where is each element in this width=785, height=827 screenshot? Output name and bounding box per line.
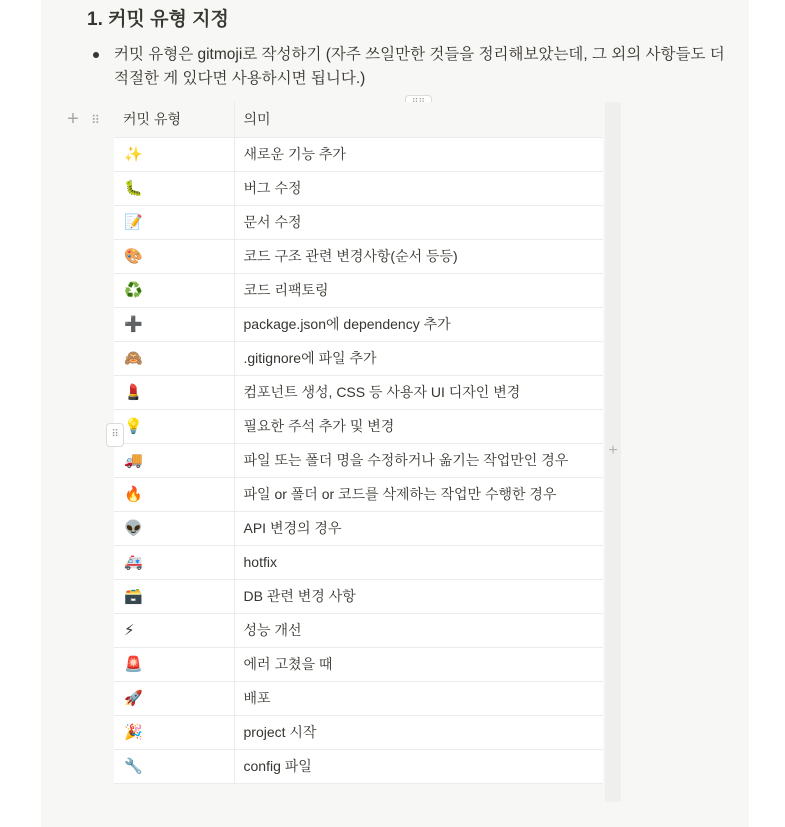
commit-emoji-cell[interactable]: 🙈: [114, 341, 234, 375]
commit-emoji-cell[interactable]: 💄: [114, 375, 234, 409]
commit-emoji-cell[interactable]: ♻️: [114, 273, 234, 307]
commit-emoji-cell[interactable]: ⚡: [114, 613, 234, 647]
commit-meaning-cell[interactable]: 코드 리팩토링: [234, 273, 603, 307]
table-row: [114, 511, 603, 545]
commit-emoji-cell[interactable]: 👽: [114, 511, 234, 545]
commit-meaning-cell[interactable]: API 변경의 경우: [234, 511, 603, 545]
table-row: [114, 341, 603, 375]
commit-meaning-cell[interactable]: 성능 개선: [234, 613, 603, 647]
commit-meaning-cell[interactable]: config 파일: [234, 749, 603, 783]
table-row: [114, 171, 603, 205]
commit-emoji-cell[interactable]: 🎉: [114, 715, 234, 749]
commit-meaning-cell[interactable]: DB 관련 변경 사항: [234, 579, 603, 613]
table-row: [114, 443, 603, 477]
row-drag-handle-icon[interactable]: ⠿: [106, 423, 124, 447]
commit-emoji-cell[interactable]: 🗃️: [114, 579, 234, 613]
commit-meaning-cell[interactable]: package.json에 dependency 추가: [234, 307, 603, 341]
commit-meaning-cell[interactable]: 필요한 주석 추가 및 변경: [234, 409, 603, 443]
commit-emoji-cell[interactable]: ✨: [114, 137, 234, 171]
table-row: [114, 307, 603, 341]
table-row: [114, 579, 603, 613]
commit-meaning-cell[interactable]: 파일 or 폴더 or 코드를 삭제하는 작업만 수행한 경우: [234, 477, 603, 511]
commit-meaning-cell[interactable]: project 시작: [234, 715, 603, 749]
commit-meaning-cell[interactable]: 에러 고쳤을 때: [234, 647, 603, 681]
commit-emoji-cell[interactable]: 💡: [114, 409, 234, 443]
table-row: [114, 239, 603, 273]
table-body: [114, 137, 603, 783]
commit-meaning-cell[interactable]: 버그 수정: [234, 171, 603, 205]
table-row: [114, 749, 603, 783]
commit-meaning-cell[interactable]: 코드 구조 관련 변경사항(순서 등등): [234, 239, 603, 273]
table-row: [114, 647, 603, 681]
commit-emoji-cell[interactable]: 🔥: [114, 477, 234, 511]
commit-meaning-cell[interactable]: hotfix: [234, 545, 603, 579]
plus-icon[interactable]: +: [608, 442, 618, 459]
table-row: [114, 137, 603, 171]
header-commit-type[interactable]: 커밋 유형: [114, 102, 234, 137]
table-row: [114, 477, 603, 511]
header-meaning[interactable]: 의미: [234, 102, 603, 137]
table-header-row: [114, 102, 603, 137]
drag-handle-icon[interactable]: ⠿: [91, 113, 99, 127]
commit-emoji-cell[interactable]: 🎨: [114, 239, 234, 273]
commit-emoji-cell[interactable]: 🚨: [114, 647, 234, 681]
bullet-text[interactable]: 커밋 유형은 gitmoji로 작성하기 (자주 쓰일만한 것들을 정리해보았는데, 그 외의 사항들도 더 적절한 게 있다면 사용하시면 됩니다.): [114, 46, 725, 87]
commit-emoji-cell[interactable]: ➕: [114, 307, 234, 341]
commit-type-table: [114, 102, 603, 784]
plus-icon[interactable]: +: [67, 108, 79, 130]
commit-meaning-cell[interactable]: 파일 또는 폴더 명을 수정하거나 옮기는 작업만인 경우: [234, 443, 603, 477]
table-row: [114, 715, 603, 749]
commit-meaning-cell[interactable]: 문서 수정: [234, 205, 603, 239]
commit-meaning-cell[interactable]: .gitignore에 파일 추가: [234, 341, 603, 375]
commit-meaning-cell[interactable]: 컴포넌트 생성, CSS 등 사용자 UI 디자인 변경: [234, 375, 603, 409]
table-row: [114, 545, 603, 579]
bullet-icon: [93, 52, 99, 58]
commit-emoji-cell[interactable]: 🚚: [114, 443, 234, 477]
commit-emoji-cell[interactable]: 📝: [114, 205, 234, 239]
table-row: [114, 409, 603, 443]
table-row: [114, 205, 603, 239]
table-row: [114, 273, 603, 307]
table-row: [114, 375, 603, 409]
commit-meaning-cell[interactable]: 배포: [234, 681, 603, 715]
commit-emoji-cell[interactable]: 🚀: [114, 681, 234, 715]
commit-emoji-cell[interactable]: 🚑: [114, 545, 234, 579]
commit-type-table-wrapper: [114, 102, 603, 784]
commit-meaning-cell[interactable]: 새로운 기능 추가: [234, 137, 603, 171]
section-heading[interactable]: 1. 커밋 유형 지정: [87, 9, 229, 30]
table-row: [114, 613, 603, 647]
table-row: [114, 681, 603, 715]
commit-emoji-cell[interactable]: 🔧: [114, 749, 234, 783]
commit-emoji-cell[interactable]: 🐛: [114, 171, 234, 205]
